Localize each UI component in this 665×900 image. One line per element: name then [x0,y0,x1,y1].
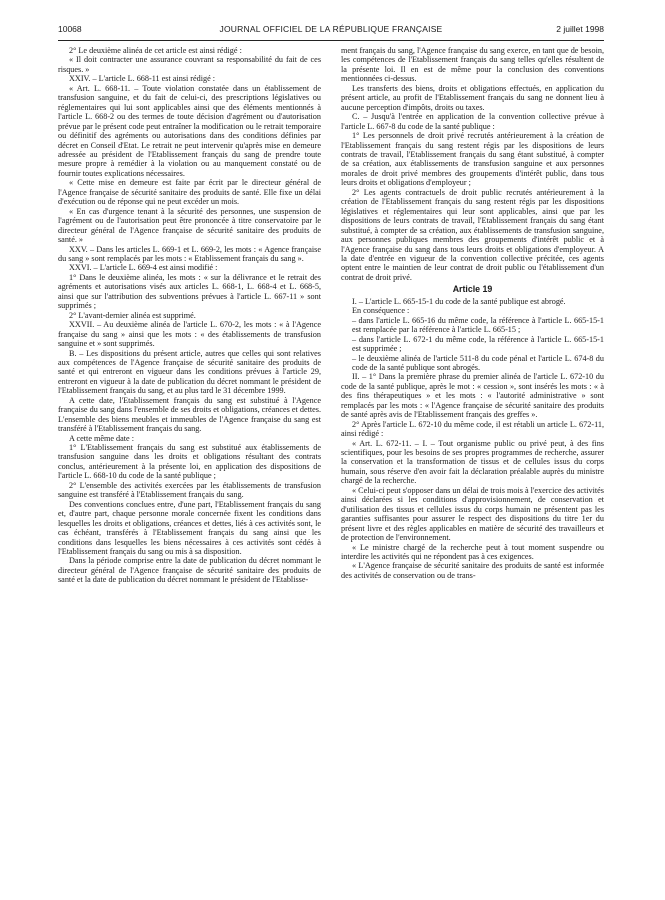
paragraph: « Celui-ci peut s'opposer dans un délai de trois mois à l'exercice des activités ainsi déclarées si les conditions d'approvisionnement, de conservation et d'utilisation des tissus et cellules issus du corps humain ne présentent pas les garanties suffisantes pour assurer le respect des dispositions du titre 1er du présent livre et des règles applicables en matière de sécurité des travailleurs et de protection de l'environnement. [341,485,604,543]
paragraph: « L'Agence française de sécurité sanitaire des produits de santé est informée des activités de conservation ou de trans- [341,561,604,580]
paragraph: « En cas d'urgence tenant à la sécurité des personnes, une suspension de l'agrément ou de l'autorisation peut être prononcée à titre conservatoire par le directeur général de l'Agence française de sécurité sanitaire des produits de santé. » [58,206,321,245]
paragraph: XXVII. – Au deuxième alinéa de l'article L. 670-2, les mots : « à l'Agence française du sang » ainsi que les mots : « des établissements de transfusion sanguine et » sont supprimés. [58,320,321,349]
article-heading: Article 19 [452,284,493,295]
paragraph: Dans la période comprise entre la date de publication du décret nommant le directeur général de l'Agence française de sécurité sanitaire des produits de santé et la date de publication du décret nommant le président de l'Etablisse- [58,556,321,585]
paragraph: A cette date, l'Etablissement français du sang est substitué à l'Agence française du sang dans l'ensemble de ses droits et obligations, créances et dettes. L'ensemble des biens meubles et immeubles de l'Agence française du sang est transféré à l'Etablissement français du sang. [58,395,321,434]
paragraph: XXV. – Dans les articles L. 669-1 et L. 669-2, les mots : « Agence française du sang » sont remplacés par les mots : « Etablissement français du sang ». [58,244,321,263]
issue-date: 2 juillet 1998 [556,24,604,34]
paragraph: I. – L'article L. 665-15-1 du code de la santé publique est abrogé. [352,296,566,306]
paragraph: II. – 1° Dans la première phrase du premier alinéa de l'article L. 672-10 du code de la santé publique, après le mot : « cession », sont insérés les mots : « à des fins thérapeutiques » et les mots : « l'autorité administrative » sont remplacés par les mots : « l'Agence française de sécurité sanitaire des produits de santé après avis de l'Etablissement français des greffes ». [341,372,604,420]
journal-title: JOURNAL OFFICIEL DE LA RÉPUBLIQUE FRANÇAISE [219,24,443,34]
paragraph: A cette même date : [69,433,135,443]
paragraph: « Art. L. 668-11. – Toute violation constatée dans un établissement de transfusion sanguine, et du fait de celui-ci, des prescriptions législatives ou réglementaires qui lui sont applicables ainsi que des éléments mentionnés à l'article L. 668-2 ou des termes de toute décision d'agrément ou d'autorisation prévue par le présent code peut entraîner la modification ou le retrait temporaire ou définitif des agréments ou autorisations dans des conditions définies par décret en Conseil d'Etat. Le retrait ne peut intervenir qu'après mise en demeure adressée au président de l'Etablissement français du sang de prendre toute mesure propre à remédier à la violation ou au manquement constaté ou de fournir toutes explications nécessaires. [58,83,321,178]
paragraph: « Art. L. 672-11. – I. – Tout organisme public ou privé peut, à des fins scientifiques, pour les besoins de ses propres programmes de recherche, assurer la conservation et la transformation de tissus et de cellules issus du corps humain, sous réserve d'en avoir fait la déclaration préalable auprès du ministre chargé de la recherche. [341,438,604,486]
paragraph: Les transferts des biens, droits et obligations effectués, en application du présent article, au profit de l'Etablissement français du sang ne donnent lieu à aucune perception d'impôts, droits ou taxes. [341,83,604,112]
paragraph: 2° L'ensemble des activités exercées par les établissements de transfusion sanguine est transféré à l'Etablissement français du sang. [58,480,321,500]
page-header [58,24,604,38]
list-item: – le deuxième alinéa de l'article 511-8 du code pénal et l'article L. 674-8 du code de la santé publique sont abrogés. [352,353,604,372]
paragraph: « Le ministre chargé de la recherche peut à tout moment suspendre ou interdire les activités qui ne répondent pas à ces exigences. [341,542,604,562]
right-column [341,46,604,580]
left-column [58,46,321,585]
list-item: – dans l'article L. 665-16 du même code, la référence à l'article L. 665-15-1 est remplacée par la référence à l'article L. 665-15 ; [352,315,604,335]
header-rule [58,40,604,41]
paragraph: 2° Les agents contractuels de droit public recrutés antérieurement à la création de l'Etablissement français du sang restent régis par les dispositions législatives et réglementaires qui leur sont applicables, ainsi que par les dispositions de leurs contrats de travail, l'Etablissement français du sang étant substitué, à compter de sa création, aux établissements de transfusion sanguine, aux personnes publiques membres des groupements d'intérêt public et à l'Agence française du sang dans tous leurs droits et obligations d'employeur. A la date d'entrée en vigueur de la convention collective précitée, ces agents optent entre le maintien de leur contrat de droit public ou l'établissement d'un contrat de droit privé. [341,187,604,282]
paragraph: B. – Les dispositions du présent article, autres que celles qui sont relatives aux compétences de l'Agence française de sécurité sanitaire des produits de santé et qui entreront en vigueur dans les conditions prévues à l'article 29, entreront en vigueur à la date de publication du décret nommant le président de l'Etablissement français du sang, et au plus tard le 31 décembre 1999. [58,348,321,396]
paragraph: 1° Les personnels de droit privé recrutés antérieurement à la création de l'Etablissement français du sang restent régis par les dispositions de leurs contrats de travail, l'Etablissement français du sang étant substitué, à compter de sa création, aux établissements de transfusion sanguine et aux personnes morales de droit privé membres des groupements d'intérêt public, dans tous leurs droits et obligations d'employeur ; [341,131,604,188]
paragraph: 1° Dans le deuxième alinéa, les mots : « sur la délivrance et le retrait des agréments et autorisations visés aux articles L. 668-1, L. 668-4 et L. 668-5, ainsi que sur l'attribution des subventions prévues à l'article L. 667-11 » sont supprimés ; [58,272,321,311]
paragraph: 1° L'Etablissement français du sang est substitué aux établissements de transfusion sanguine dans les droits et obligations résultant des contrats conclus, antérieurement à la présente loi, en application des dispositions de l'article L. 668-10 du code de la santé publique ; [58,443,321,481]
paragraph: En conséquence : [352,306,410,316]
paragraph: « Il doit contracter une assurance couvrant sa responsabilité du fait de ces risques. » [58,55,321,74]
list-item: – dans l'article L. 672-1 du même code, la référence à l'article L. 665-15-1 est supprimée ; [352,334,604,354]
paragraph: 2° Le deuxième alinéa de cet article est ainsi rédigé : [69,46,242,55]
paragraph: « Cette mise en demeure est faite par écrit par le directeur général de l'Agence française de sécurité sanitaire des produits de santé. Elle fixe un délai d'exécution ou de réponse qui ne peut excéder un mois. [58,178,321,207]
paragraph: C. – Jusqu'à l'entrée en application de la convention collective prévue à l'article L. 667-8 du code de la santé publique : [341,112,604,131]
page-number: 10068 [58,24,82,34]
paragraph: 2° L'avant-dernier alinéa est supprimé. [69,310,196,320]
paragraph: Des conventions conclues entre, d'une part, l'Etablissement français du sang et, d'autre part, chaque personne morale concernée fixent les conditions dans lesquelles les droits et obligations, créances et dettes, liés à ces activités sont, le cas échéant, transférés à l'Etablissement français du sang ainsi que les conditions dans lesquelles les biens nécessaires à ces activités sont cédés à l'Etablissement français du sang ou mis à sa disposition. [58,499,321,557]
paragraph: ment français du sang, l'Agence française du sang exerce, en tant que de besoin, les compétences de l'Etablissement français du sang telles qu'elles résultent de la présente loi. Il en est de même pour la conclusion des conventions mentionnées ci-dessus. [341,46,604,84]
paragraph: XXIV. – L'article L. 668-11 est ainsi rédigé : [69,74,216,84]
paragraph: 2° Après l'article L. 672-10 du même code, il est rétabli un article L. 672-11, ainsi rédigé : [341,419,604,439]
paragraph: XXVI. – L'article L. 669-4 est ainsi modifié : [69,263,218,273]
